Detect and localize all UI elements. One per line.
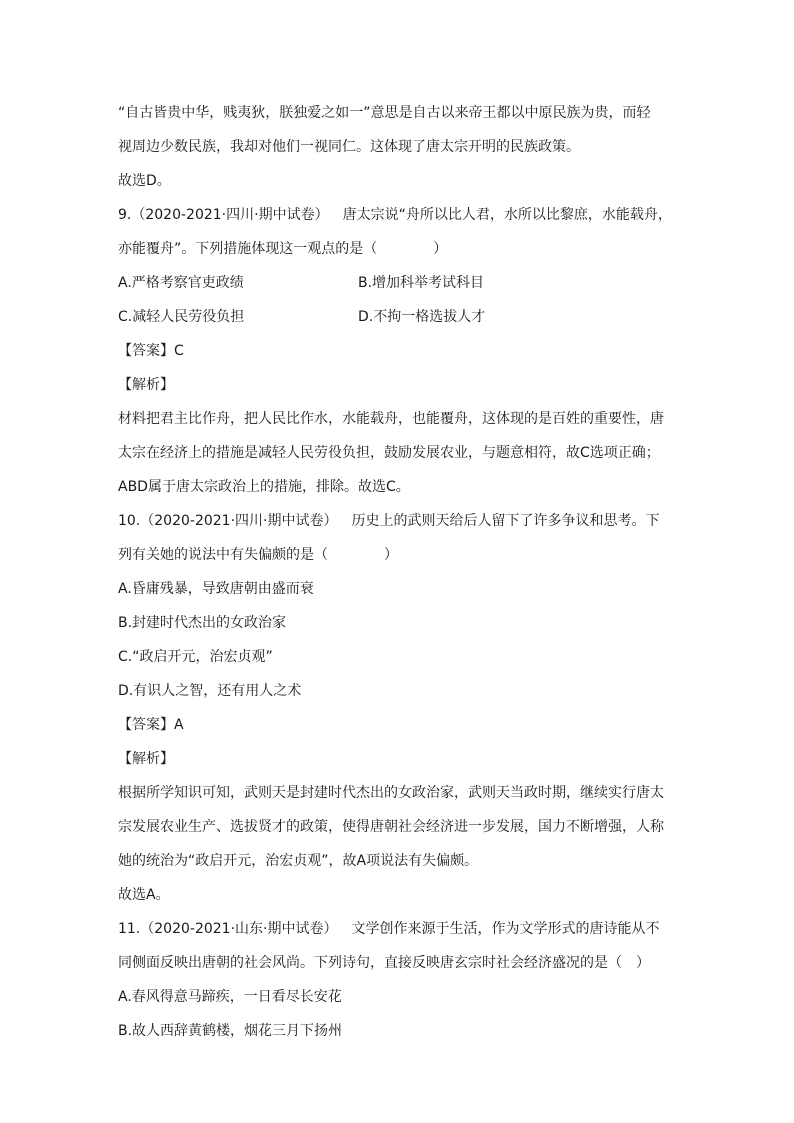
answer-label: 【答案】C [118, 343, 184, 359]
question-stem [118, 912, 688, 946]
option-row [118, 266, 688, 300]
question-stem-text: 列有关她的说法中有失偏颇的是（ ） [118, 547, 398, 563]
analysis-text: 她的统治为“政启开元，治宏贞观”，故A项说法有失偏颇。 [118, 853, 479, 869]
question-stem-text: 唐太宗说“舟所以比人君，水所以比黎庶，水能载舟， [342, 207, 672, 223]
explanation-text: 视周边少数民族，我却对他们一视同仁。这体现了唐太宗开明的民族政策。 [118, 139, 580, 155]
option-a: A.严格考察官吏政绩 [118, 275, 244, 291]
analysis-label: 【解析】 [118, 751, 174, 767]
analysis-text: 根据所学知识可知，武则天是封建时代杰出的女政治家，武则天当政时期，继续实行唐太 [118, 785, 664, 801]
question-stem-text: 亦能覆舟”。下列措施体现这一观点的是（ ） [118, 241, 448, 257]
analysis-text: 材料把君主比作舟，把人民比作水，水能载舟，也能覆舟，这体现的是百姓的重要性，唐 [118, 411, 664, 427]
option-c: C.减轻人民劳役负担 [118, 309, 245, 325]
analysis-text: ABD属于唐太宗政治上的措施，排除。故选C。 [118, 479, 410, 495]
answer-label: 【答案】A [118, 717, 184, 733]
question-meta: 10.（2020-2021·四川·期中试卷） [118, 513, 338, 529]
option-d: D.不拘一格选拔人才 [358, 309, 486, 325]
question-meta: 11.（2020-2021·山东·期中试卷） [118, 921, 338, 937]
conclusion-text: 故选D。 [118, 173, 171, 189]
question-meta: 9.（2020-2021·四川·期中试卷） [118, 207, 329, 223]
document-page [118, 96, 688, 1048]
question-stem [118, 504, 688, 538]
question-stem-text: 同侧面反映出唐朝的社会风尚。下列诗句，直接反映唐玄宗时社会经济盛况的是（ ） [118, 955, 650, 971]
question-stem [118, 198, 688, 232]
conclusion-text: 故选A。 [118, 887, 170, 903]
analysis-label: 【解析】 [118, 377, 174, 393]
option-row [118, 300, 688, 334]
option-c: C.“政启开元，治宏贞观” [118, 649, 273, 665]
analysis-text: 宗发展农业生产、选拔贤才的政策，使得唐朝社会经济进一步发展，国力不断增强，人称 [118, 819, 664, 835]
question-stem-text: 文学创作来源于生活，作为文学形式的唐诗能从不 [351, 921, 660, 937]
option-b: B.封建时代杰出的女政治家 [118, 615, 287, 631]
option-a: A.春风得意马蹄疾，一日看尽长安花 [118, 989, 342, 1005]
explanation-text: “自古皆贵中华，贱夷狄，朕独爱之如一”意思是自古以来帝王都以中原民族为贵，而轻 [118, 105, 651, 121]
option-b: B.增加科举考试科目 [358, 275, 485, 291]
analysis-text: 太宗在经济上的措施是减轻人民劳役负担，鼓励发展农业，与题意相符，故C选项正确； [118, 445, 660, 461]
option-b: B.故人西辞黄鹤楼，烟花三月下扬州 [118, 1023, 343, 1039]
option-d: D.有识人之智，还有用人之术 [118, 683, 302, 699]
question-stem-text: 历史上的武则天给后人留下了许多争议和思考。下 [351, 513, 660, 529]
option-a: A.昏庸残暴，导致唐朝由盛而衰 [118, 581, 314, 597]
